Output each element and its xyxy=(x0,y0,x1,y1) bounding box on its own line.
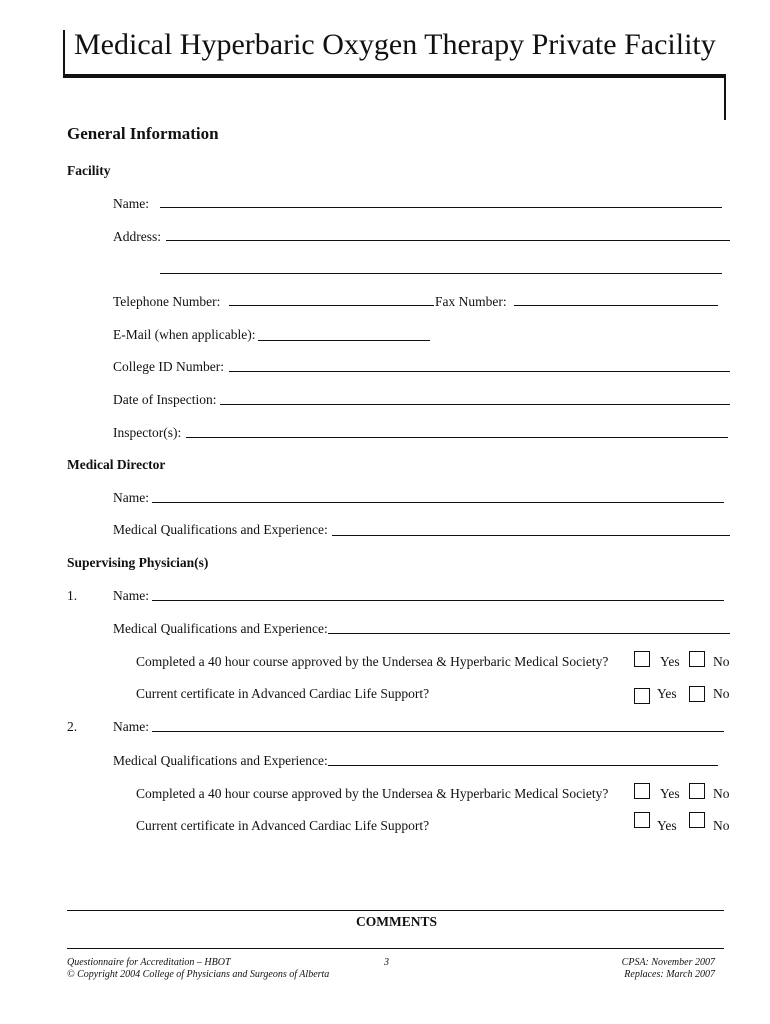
general-information-heading: General Information xyxy=(67,124,219,143)
inspectors-field[interactable] xyxy=(186,437,728,438)
physician-2-acls-yes-checkbox[interactable] xyxy=(634,812,650,828)
physician-2-acls-no-label: No xyxy=(713,818,730,833)
facility-heading: Facility xyxy=(67,163,111,178)
physician-2-acls-no-checkbox[interactable] xyxy=(689,812,705,828)
physician-2-name-field[interactable] xyxy=(152,731,724,732)
physician-1-qualifications-label: Medical Qualifications and Experience: xyxy=(113,621,328,636)
director-qualifications-field[interactable] xyxy=(332,535,730,536)
telephone-label: Telephone Number: xyxy=(113,294,221,309)
physician-2-acls-question: Current certificate in Advanced Cardiac Life Support? xyxy=(136,818,430,833)
facility-name-field[interactable] xyxy=(160,207,722,208)
inspectors-label: Inspector(s): xyxy=(113,425,182,440)
page-number: 3 xyxy=(384,957,389,968)
facility-address-field-line2[interactable] xyxy=(160,273,722,274)
physician-1-course-yes-checkbox[interactable] xyxy=(634,651,650,667)
email-label: E-Mail (when applicable): xyxy=(113,327,256,342)
physician-1-acls-yes-label: Yes xyxy=(657,686,677,701)
comments-heading: COMMENTS xyxy=(356,914,437,929)
director-name-field[interactable] xyxy=(152,502,724,503)
physician-1-number: 1. xyxy=(67,588,78,603)
physician-2-acls-yes-label: Yes xyxy=(657,818,677,833)
footer-copyright: © Copyright 2004 College of Physicians and Surgeons of Alberta xyxy=(67,969,330,980)
facility-address-label: Address: xyxy=(113,229,161,244)
physician-2-course-no-label: No xyxy=(713,786,730,801)
physician-2-course-question: Completed a 40 hour course approved by the Undersea & Hyperbaric Medical Society? xyxy=(136,786,609,801)
physician-2-qualifications-label: Medical Qualifications and Experience: xyxy=(113,753,328,768)
physician-1-course-question: Completed a 40 hour course approved by the Undersea & Hyperbaric Medical Society? xyxy=(136,654,609,669)
college-id-label: College ID Number: xyxy=(113,359,224,374)
college-id-field[interactable] xyxy=(229,371,730,372)
footer-document-title: Questionnaire for Accreditation – HBOT xyxy=(67,957,231,968)
footer-revision-date: CPSA: November 2007 xyxy=(621,957,715,968)
fax-label: Fax Number: xyxy=(435,294,507,309)
comments-top-rule xyxy=(67,910,724,911)
director-name-label: Name: xyxy=(113,490,149,505)
telephone-field[interactable] xyxy=(229,305,434,306)
fax-field[interactable] xyxy=(514,305,718,306)
physician-2-course-no-checkbox[interactable] xyxy=(689,783,705,799)
physician-2-course-yes-checkbox[interactable] xyxy=(634,783,650,799)
facility-name-label: Name: xyxy=(113,196,149,211)
inspection-date-label: Date of Inspection: xyxy=(113,392,217,407)
physician-2-qualifications-field[interactable] xyxy=(328,765,718,766)
supervising-physicians-heading: Supervising Physician(s) xyxy=(67,555,209,570)
footer-replaces-date: Replaces: March 2007 xyxy=(624,969,715,980)
physician-1-course-no-label: No xyxy=(713,654,730,669)
email-field[interactable] xyxy=(258,340,430,341)
facility-address-field[interactable] xyxy=(166,240,730,241)
physician-1-qualifications-field[interactable] xyxy=(328,633,730,634)
physician-1-course-no-checkbox[interactable] xyxy=(689,651,705,667)
director-qualifications-label: Medical Qualifications and Experience: xyxy=(113,522,328,537)
physician-1-course-yes-label: Yes xyxy=(660,654,680,669)
physician-1-name-label: Name: xyxy=(113,588,149,603)
physician-1-acls-question: Current certificate in Advanced Cardiac Life Support? xyxy=(136,686,430,701)
physician-1-name-field[interactable] xyxy=(152,600,724,601)
medical-director-heading: Medical Director xyxy=(67,457,166,472)
title-right-bar xyxy=(724,76,726,120)
physician-1-acls-yes-checkbox[interactable] xyxy=(634,688,650,704)
physician-2-course-yes-label: Yes xyxy=(660,786,680,801)
title-left-bar xyxy=(63,30,65,76)
title-rule xyxy=(63,74,726,78)
physician-2-name-label: Name: xyxy=(113,719,149,734)
physician-2-number: 2. xyxy=(67,719,78,734)
inspection-date-field[interactable] xyxy=(220,404,730,405)
comments-bottom-rule xyxy=(67,948,724,949)
physician-1-acls-no-label: No xyxy=(713,686,730,701)
physician-1-acls-no-checkbox[interactable] xyxy=(689,686,705,702)
page-title: Medical Hyperbaric Oxygen Therapy Private Facility xyxy=(74,28,716,61)
